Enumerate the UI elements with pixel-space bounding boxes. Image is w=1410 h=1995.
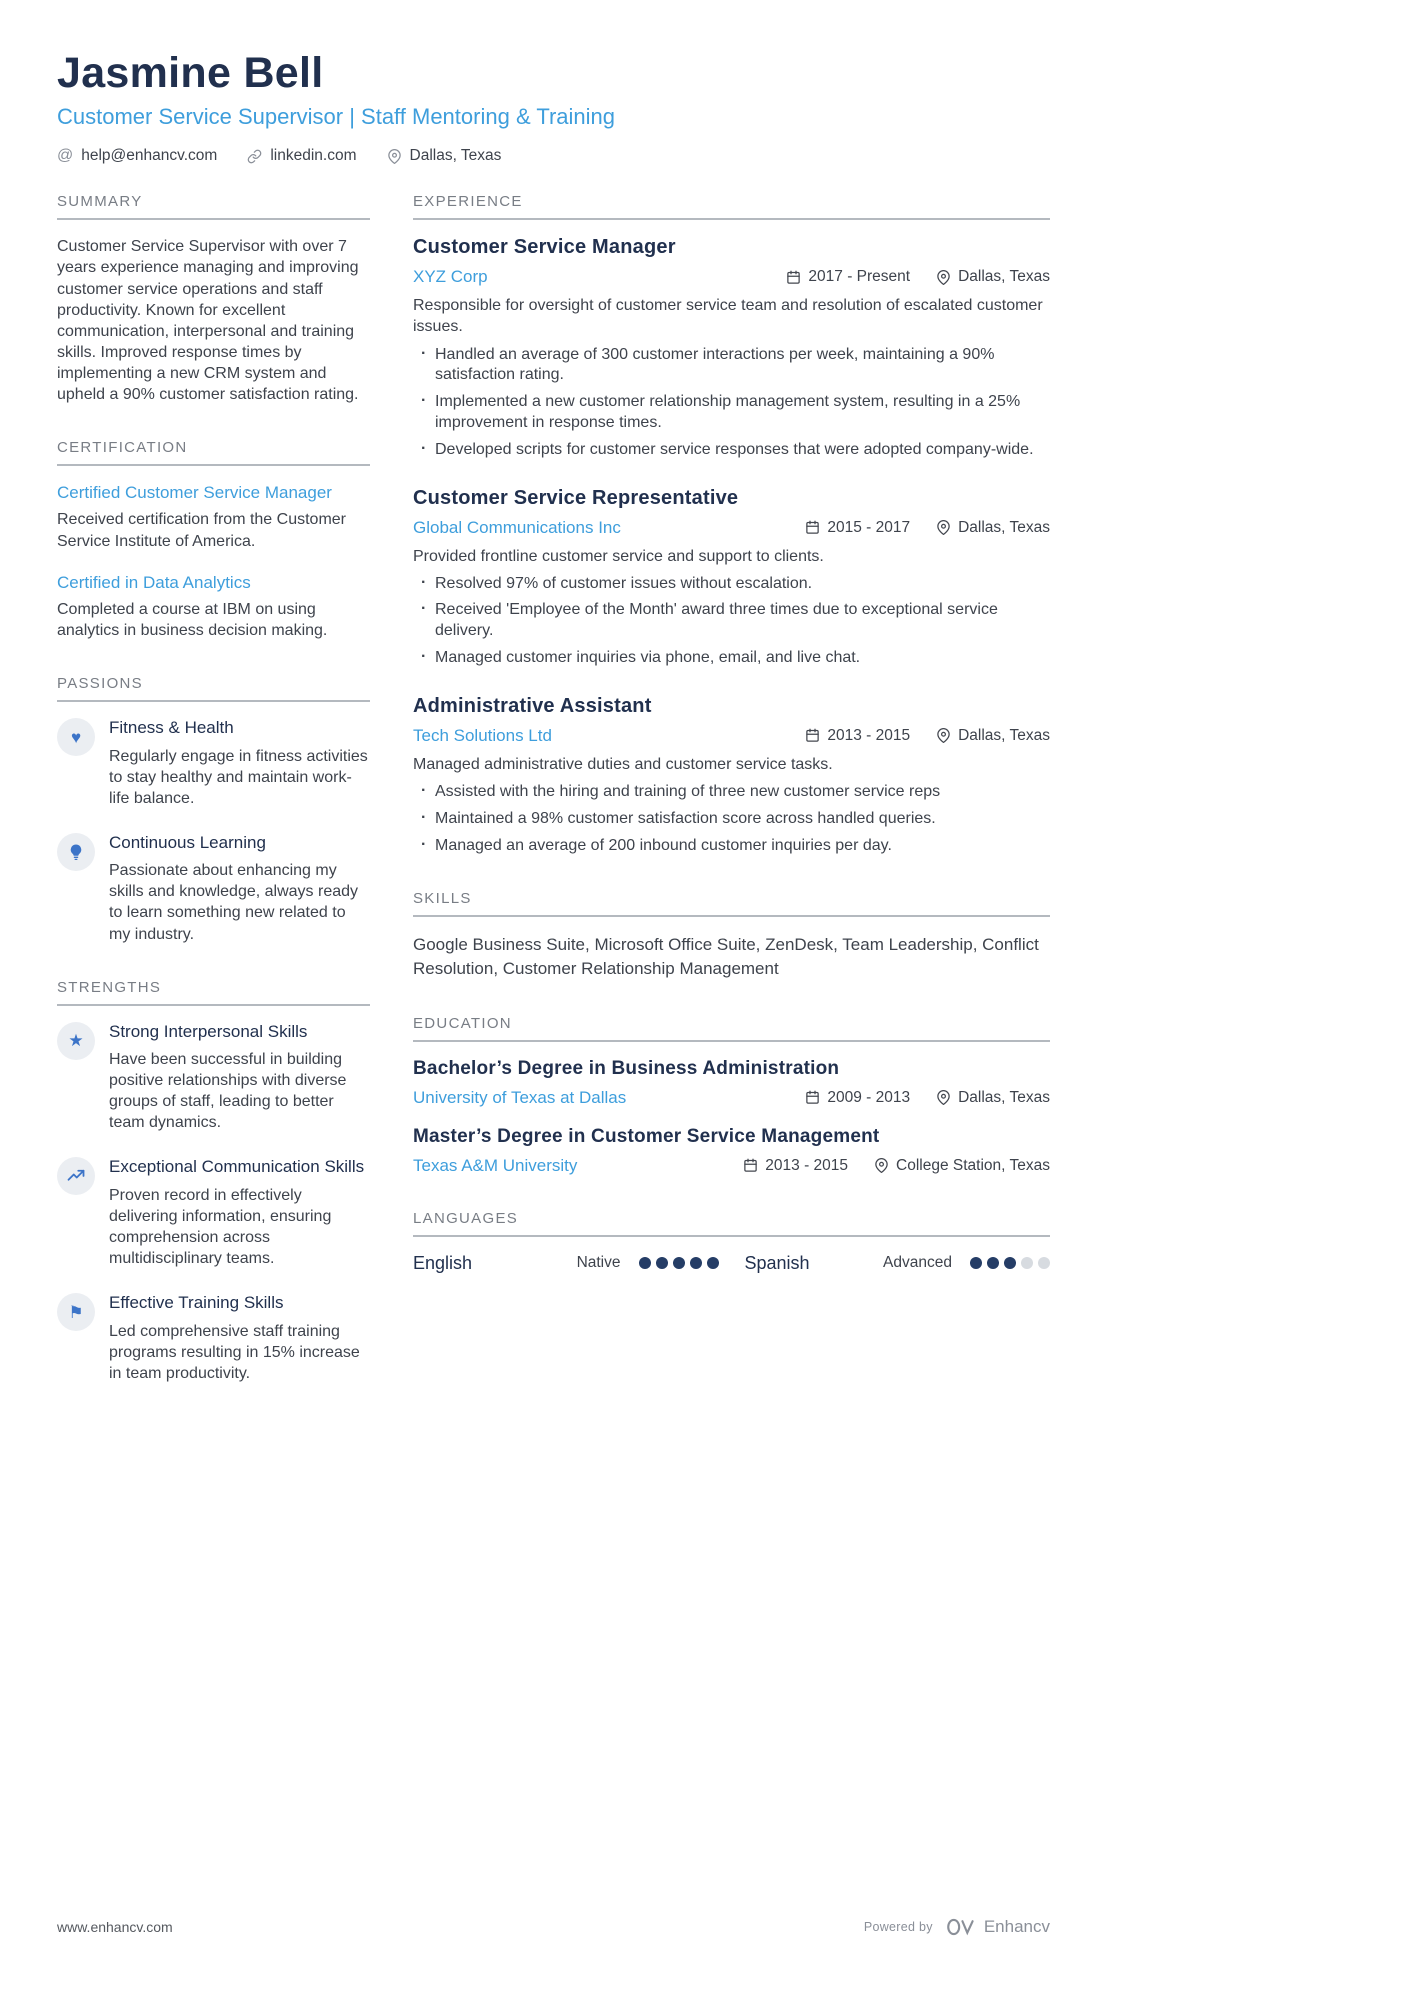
page-footer [57, 1917, 1050, 1937]
degree-title: Master’s Degree in Customer Service Management [413, 1125, 880, 1147]
job-location-text: Dallas, Texas [958, 726, 1050, 744]
star-icon [57, 1022, 95, 1060]
job-dates-text: 2015 - 2017 [827, 518, 911, 536]
job-dates-text: 2017 - Present [808, 268, 911, 286]
job-dates [805, 727, 910, 745]
proficiency-dot [1004, 1257, 1016, 1269]
job-title: Administrative Assistant [413, 694, 652, 717]
calendar-icon [786, 270, 801, 285]
education-dates [805, 1089, 910, 1107]
contact-linkedin[interactable] [247, 147, 356, 165]
proficiency-dot [970, 1257, 982, 1269]
job-location [936, 268, 1050, 286]
contact-row [57, 147, 1050, 165]
job-meta [805, 519, 1050, 537]
footer-branding[interactable] [864, 1917, 1050, 1937]
education-location-text: College Station, Texas [896, 1156, 1050, 1174]
passion-item [57, 718, 370, 809]
enhancv-brand-name: Enhancv [983, 1917, 1050, 1936]
certification-heading: CERTIFICATION [57, 439, 370, 466]
languages-row [413, 1253, 1050, 1274]
language-level: Advanced [883, 1254, 952, 1272]
strength-description: Have been successful in building positive relationships with diverse groups of staff, leading to better team dynamics. [109, 1051, 347, 1132]
job-bullet: · Developed scripts for customer service responses that were adopted company-wide. [413, 440, 1050, 461]
school-name[interactable]: University of Texas at Dallas [413, 1087, 627, 1107]
certification-description: Received certification from the Customer Service Institute of America. [57, 511, 346, 550]
job-bullet: · Implemented a new customer relationship management system, resulting in a 25% improvement in response times. [413, 392, 1050, 434]
proficiency-dot [673, 1257, 685, 1269]
job-title: Customer Service Manager [413, 236, 676, 259]
location-pin-icon [874, 1158, 889, 1173]
calendar-icon [805, 1090, 820, 1105]
flag-glyph: ⚑ [68, 1302, 84, 1322]
job-bullet: · Handled an average of 300 customer interactions per week, maintaining a 90% satisfaction rating. [413, 345, 1050, 387]
education-dates [743, 1157, 848, 1175]
language-proficiency [577, 1254, 719, 1272]
strength-description: Led comprehensive staff training programs resulting in 15% increase in team productivity. [109, 1322, 360, 1382]
strength-title: Exceptional Communication Skills [109, 1157, 365, 1177]
language-level: Native [576, 1254, 621, 1272]
certification-description: Completed a course at IBM on using analytics in business decision making. [57, 600, 328, 639]
job-dates [805, 519, 910, 537]
education-location [874, 1157, 1050, 1175]
language-item [413, 1253, 719, 1274]
experience-entry [413, 695, 1050, 857]
education-location-text: Dallas, Texas [958, 1088, 1050, 1106]
passion-item [57, 833, 370, 945]
strength-title: Effective Training Skills [109, 1293, 284, 1313]
location-pin-icon [936, 1090, 951, 1105]
passion-title: Continuous Learning [109, 832, 266, 852]
experience-entry [413, 487, 1050, 669]
location-pin-icon [936, 270, 951, 285]
job-meta [805, 727, 1050, 745]
at-icon: @ [57, 147, 74, 165]
calendar-icon [805, 520, 820, 535]
education-meta [743, 1157, 1050, 1175]
certification-title[interactable]: Certified Customer Service Manager [57, 483, 332, 503]
experience-heading: EXPERIENCE [413, 193, 1050, 220]
strength-body [109, 1022, 370, 1134]
enhancv-brand [947, 1917, 1050, 1937]
education-entry [413, 1058, 1050, 1108]
language-item [745, 1253, 1051, 1274]
proficiency-dot [1038, 1257, 1050, 1269]
job-bullet: · Maintained a 98% customer satisfaction score across handled queries. [413, 809, 1050, 830]
calendar-icon [743, 1158, 758, 1173]
job-bullet: · Assisted with the hiring and training of three new customer service reps [413, 782, 1050, 803]
proficiency-dots [970, 1257, 1050, 1269]
certification-item [57, 572, 370, 641]
summary-text: Customer Service Supervisor with over 7 years experience managing and improving customer service operations and staff productivity. Known for excellent communication, interpersonal and training skills. Improved response times by implementing a new CRM system and upheld a 90% customer satisfaction rating. [57, 238, 359, 404]
location-pin-icon [936, 728, 951, 743]
company-name[interactable]: Tech Solutions Ltd [413, 725, 552, 745]
trending-up-icon [57, 1157, 95, 1195]
job-bullet: · Resolved 97% of customer issues without escalation. [413, 574, 1050, 595]
contact-email-text: help@enhancv.com [81, 147, 218, 165]
job-meta [786, 268, 1050, 286]
section-summary [57, 193, 370, 405]
job-meta-row [413, 267, 1050, 287]
proficiency-dot [707, 1257, 719, 1269]
location-pin-icon [387, 149, 402, 164]
strength-title: Strong Interpersonal Skills [109, 1021, 308, 1041]
job-summary: Provided frontline customer service and support to clients. [413, 547, 824, 565]
location-pin-icon [936, 520, 951, 535]
education-location [936, 1089, 1050, 1107]
heart-glyph: ♥ [70, 727, 82, 747]
proficiency-dot [987, 1257, 999, 1269]
strength-item [57, 1022, 370, 1134]
proficiency-dots [639, 1257, 719, 1269]
passion-body [109, 833, 370, 945]
strength-body [109, 1157, 370, 1269]
summary-heading: SUMMARY [57, 193, 370, 220]
education-dates-text: 2009 - 2013 [827, 1088, 911, 1106]
job-bullets [413, 574, 1050, 669]
person-title: Customer Service Supervisor | Staff Mentoring & Training [57, 104, 615, 130]
certification-title[interactable]: Certified in Data Analytics [57, 572, 251, 592]
job-bullet: · Received 'Employee of the Month' award three times due to exceptional service delivery. [413, 600, 1050, 642]
right-column [413, 193, 1050, 1308]
powered-by-label: Powered by [863, 1920, 933, 1934]
strengths-heading: STRENGTHS [57, 979, 370, 1006]
job-bullet: · Managed an average of 200 inbound customer inquiries per day. [413, 836, 1050, 857]
heart-icon [57, 718, 95, 756]
section-experience [413, 193, 1050, 856]
passion-description: Passionate about enhancing my skills and knowledge, always ready to learn something new related to my industry. [109, 862, 359, 943]
job-dates-text: 2013 - 2015 [827, 726, 911, 744]
section-skills [413, 890, 1050, 981]
proficiency-dot [656, 1257, 668, 1269]
lightbulb-icon [57, 833, 95, 871]
job-location-text: Dallas, Texas [958, 518, 1050, 536]
education-heading: EDUCATION [413, 1015, 1050, 1042]
passions-heading: PASSIONS [57, 675, 370, 702]
passion-body [109, 718, 370, 809]
contact-location-text: Dallas, Texas [409, 147, 502, 165]
certification-item [57, 482, 370, 551]
job-bullets [413, 782, 1050, 856]
section-education [413, 1015, 1050, 1176]
section-strengths [57, 979, 370, 1384]
education-meta [805, 1089, 1050, 1107]
job-location [936, 727, 1050, 745]
contact-location [387, 147, 502, 165]
skills-heading: SKILLS [413, 890, 1050, 917]
person-name: Jasmine Bell [57, 49, 324, 97]
degree-title: Bachelor’s Degree in Business Administration [413, 1057, 840, 1079]
strength-item [57, 1157, 370, 1269]
language-name: Spanish [744, 1252, 810, 1273]
section-certification [57, 439, 370, 641]
proficiency-dot [690, 1257, 702, 1269]
section-passions [57, 675, 370, 945]
education-meta-row [413, 1156, 1050, 1176]
job-summary: Responsible for oversight of customer service team and resolution of escalated customer issues. [413, 297, 1043, 336]
company-name[interactable]: Global Communications Inc [413, 517, 621, 537]
resume-header [57, 50, 1050, 165]
contact-email[interactable] [57, 147, 217, 165]
resume-columns [57, 193, 1050, 1418]
footer-site-link[interactable]: www.enhancv.com [57, 1919, 173, 1935]
skills-text: Google Business Suite, Microsoft Office Suite, ZenDesk, Team Leadership, Conflict Resolution, Customer Relationship Management [413, 935, 1039, 979]
education-meta-row [413, 1088, 1050, 1108]
job-location [936, 519, 1050, 537]
proficiency-dot [1021, 1257, 1033, 1269]
proficiency-dot [639, 1257, 651, 1269]
job-title: Customer Service Representative [413, 486, 739, 509]
languages-heading: LANGUAGES [413, 1210, 1050, 1237]
section-languages [413, 1210, 1050, 1274]
link-icon [247, 149, 262, 164]
contact-linkedin-text: linkedin.com [270, 147, 357, 165]
left-column [57, 193, 370, 1418]
language-proficiency [883, 1254, 1050, 1272]
job-summary: Managed administrative duties and customer service tasks. [413, 755, 833, 773]
job-location-text: Dallas, Texas [958, 268, 1050, 286]
job-meta-row [413, 726, 1050, 746]
strength-description: Proven record in effectively delivering information, ensuring comprehension across multidisciplinary teams. [109, 1186, 332, 1268]
passion-title: Fitness & Health [109, 718, 234, 738]
enhancv-logo-icon [947, 1918, 977, 1936]
job-meta-row [413, 518, 1050, 538]
strength-item [57, 1293, 370, 1384]
passion-description: Regularly engage in fitness activities to stay healthy and maintain work-life balance. [109, 747, 368, 807]
job-bullet: · Managed customer inquiries via phone, email, and live chat. [413, 648, 1050, 669]
education-entry [413, 1126, 1050, 1176]
star-glyph: ★ [68, 1031, 84, 1051]
school-name[interactable]: Texas A&M University [413, 1155, 578, 1175]
strength-body [109, 1293, 370, 1384]
language-name: English [413, 1252, 473, 1273]
job-dates [786, 268, 910, 286]
calendar-icon [805, 728, 820, 743]
job-bullets [413, 345, 1050, 461]
experience-entry [413, 236, 1050, 460]
company-name[interactable]: XYZ Corp [413, 267, 488, 287]
education-dates-text: 2013 - 2015 [765, 1156, 849, 1174]
flag-icon [57, 1293, 95, 1331]
